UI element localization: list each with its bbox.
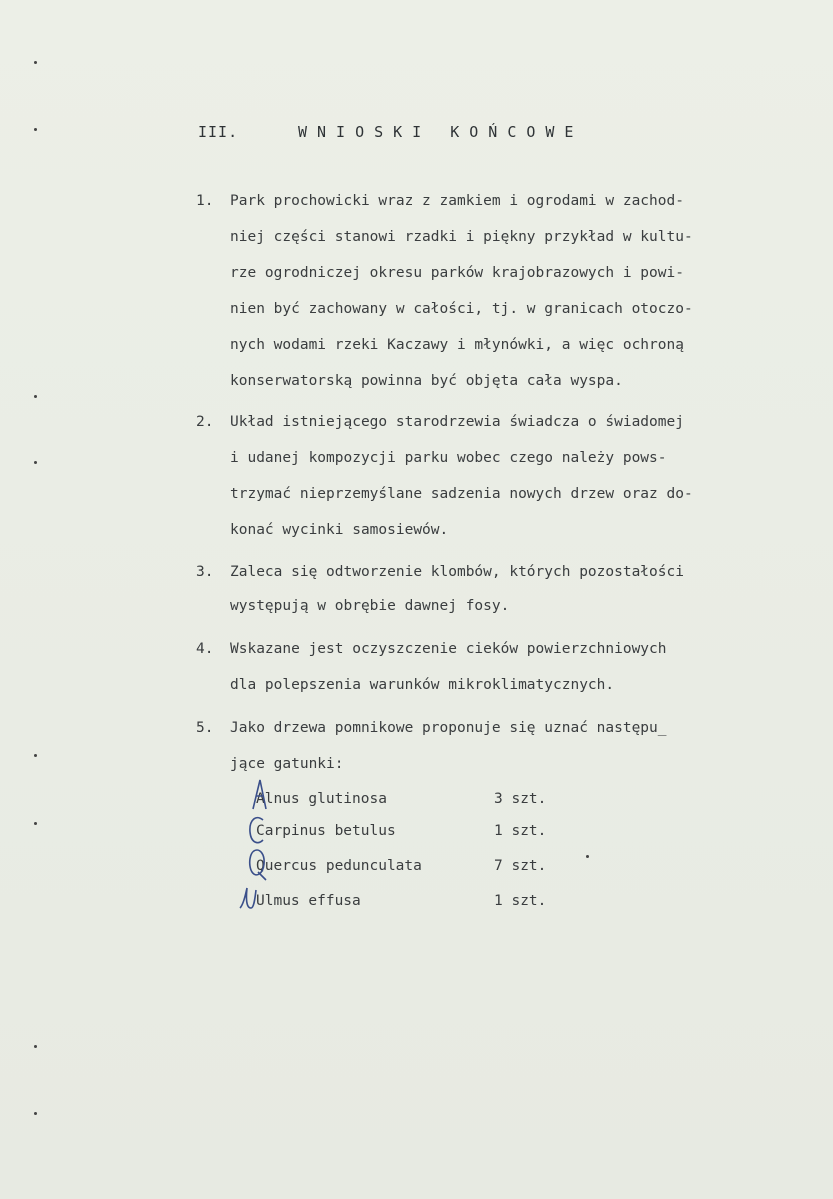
- item-line: trzymać nieprzemyślane sadzenia nowych drzew oraz do-: [230, 486, 693, 502]
- species-row: [256, 893, 547, 909]
- handwritten-mark: [246, 846, 268, 882]
- margin-speck: [34, 128, 37, 131]
- margin-speck: [34, 61, 37, 64]
- item-line: Wskazane jest oczyszczenie cieków powierzchniowych: [230, 641, 667, 657]
- item-number: 4.: [196, 641, 214, 657]
- item-number: 5.: [196, 720, 214, 736]
- item-line: Jako drzewa pomnikowe proponuje się uznać następu_: [230, 720, 667, 736]
- section-heading: [198, 123, 583, 141]
- item-line: rze ogrodniczej okresu parków krajobrazowych i powi-: [230, 265, 684, 281]
- item-line: nych wodami rzeki Kaczawy i młynówki, a więc ochroną: [230, 337, 684, 353]
- species-count: 7 szt.: [494, 858, 547, 874]
- margin-speck: [34, 461, 37, 464]
- item-line: występują w obrębie dawnej fosy.: [230, 598, 510, 614]
- item-number: 2.: [196, 414, 214, 430]
- species-name: Quercus pedunculata: [256, 858, 422, 874]
- item-line: niej części stanowi rzadki i piękny przykład w kultu-: [230, 229, 693, 245]
- item-line: konserwatorską powinna być objęta cała wyspa.: [230, 373, 623, 389]
- handwritten-mark: [250, 776, 270, 812]
- section-number: III.: [198, 123, 239, 141]
- item-line: Park prochowicki wraz z zamkiem i ogrodami w zachod-: [230, 193, 684, 209]
- species-name: Carpinus betulus: [256, 823, 396, 839]
- item-line: Układ istniejącego starodrzewia świadcza o świadomej: [230, 414, 684, 430]
- handwritten-mark: [246, 812, 266, 848]
- margin-speck: [34, 395, 37, 398]
- item-number: 1.: [196, 193, 214, 209]
- item-line: Zaleca się odtworzenie klombów, których pozostałości: [230, 564, 684, 580]
- species-row: [256, 791, 547, 807]
- species-count: 3 szt.: [494, 791, 547, 807]
- margin-speck: [34, 822, 37, 825]
- section-title: WNIOSKI KOŃCOWE: [298, 123, 584, 141]
- margin-speck: [34, 1112, 37, 1115]
- margin-speck: [34, 1045, 37, 1048]
- item-number: 3.: [196, 564, 214, 580]
- item-line: jące gatunki:: [230, 756, 344, 772]
- handwritten-mark: [238, 884, 260, 914]
- species-count: 1 szt.: [494, 823, 547, 839]
- species-count: 1 szt.: [494, 893, 547, 909]
- margin-speck: [586, 855, 589, 858]
- item-line: nien być zachowany w całości, tj. w granicach otoczo-: [230, 301, 693, 317]
- item-line: konać wycinki samosiewów.: [230, 522, 449, 538]
- species-name: Ulmus effusa: [256, 893, 361, 909]
- species-name: Alnus glutinosa: [256, 791, 387, 807]
- species-row: [256, 823, 547, 839]
- species-row: [256, 858, 547, 874]
- item-line: dla polepszenia warunków mikroklimatycznych.: [230, 677, 615, 693]
- margin-speck: [34, 754, 37, 757]
- item-line: i udanej kompozycji parku wobec czego należy pows-: [230, 450, 667, 466]
